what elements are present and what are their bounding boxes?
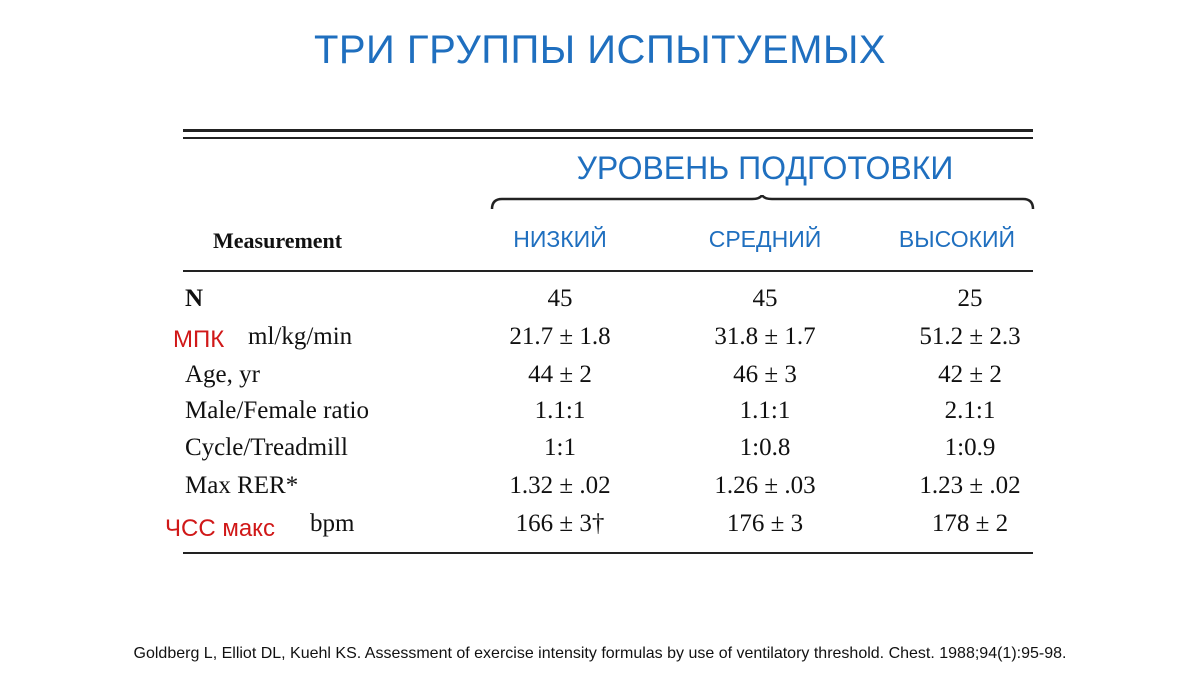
row-value-high: 2.1:1: [944, 397, 996, 424]
table-top-rule-thin: [183, 137, 1033, 139]
row-label: N: [185, 285, 204, 312]
row-value-low: 166 ± 3†: [515, 510, 605, 537]
row-label: Male/Female ratio: [185, 397, 369, 424]
row-value-high: 1.23 ± .02: [919, 472, 1021, 499]
row-value-high: 1:0.9: [944, 434, 996, 461]
group-brace-path: [492, 195, 1033, 209]
row-value-medium: 1.1:1: [739, 397, 791, 424]
row-value-medium: 45: [752, 285, 778, 312]
row-value-low: 21.7 ± 1.8: [509, 323, 611, 350]
row-label: Age, yr: [185, 361, 260, 388]
citation: Goldberg L, Elliot DL, Kuehl KS. Assessment of exercise intensity formulas by use of ventilatory threshold. Chest. 1988;94(1):95-98.: [133, 645, 1067, 662]
row-value-low: 45: [547, 285, 573, 312]
slide-title: ТРИ ГРУППЫ ИСПЫТУЕМЫХ: [313, 28, 887, 72]
row-value-high: 42 ± 2: [938, 361, 1002, 388]
row-label: bpm: [310, 510, 355, 537]
table-row-n: [0, 285, 1200, 321]
group-brace: [490, 195, 1035, 211]
table-top-rule-thick: [183, 129, 1033, 132]
row-label: Max RER*: [185, 472, 299, 499]
annotation-hr-max: ЧСС макс: [165, 515, 275, 542]
row-value-low: 1.32 ± .02: [509, 472, 611, 499]
column-header-low: НИЗКИЙ: [513, 226, 607, 252]
row-value-high: 25: [957, 285, 983, 312]
column-header-medium: СРЕДНИЙ: [708, 226, 822, 252]
row-value-low: 1:1: [544, 434, 576, 461]
row-value-medium: 176 ± 3: [726, 510, 804, 537]
group-header: УРОВЕНЬ ПОДГОТОВКИ: [576, 150, 954, 186]
row-value-high: 178 ± 2: [931, 510, 1009, 537]
row-value-low: 1.1:1: [534, 397, 586, 424]
table-bottom-rule: [183, 552, 1033, 554]
row-value-medium: 31.8 ± 1.7: [714, 323, 816, 350]
table-row-age: [0, 361, 1200, 397]
row-label: Cycle/Treadmill: [185, 434, 348, 461]
annotation-mpk: МПК: [173, 326, 225, 353]
table-row-sex-ratio: [0, 397, 1200, 433]
row-value-high: 51.2 ± 2.3: [919, 323, 1021, 350]
row-value-medium: 46 ± 3: [733, 361, 797, 388]
measurement-header: Measurement: [213, 228, 343, 253]
row-value-medium: 1.26 ± .03: [714, 472, 816, 499]
row-value-low: 44 ± 2: [528, 361, 592, 388]
column-header-high: ВЫСОКИЙ: [898, 226, 1016, 252]
table-header-rule: [183, 270, 1033, 272]
row-label: ml/kg/min: [248, 323, 353, 350]
table-row-max-rer: [0, 472, 1200, 508]
table-row-cycle-treadmill: [0, 434, 1200, 470]
row-value-medium: 1:0.8: [739, 434, 791, 461]
